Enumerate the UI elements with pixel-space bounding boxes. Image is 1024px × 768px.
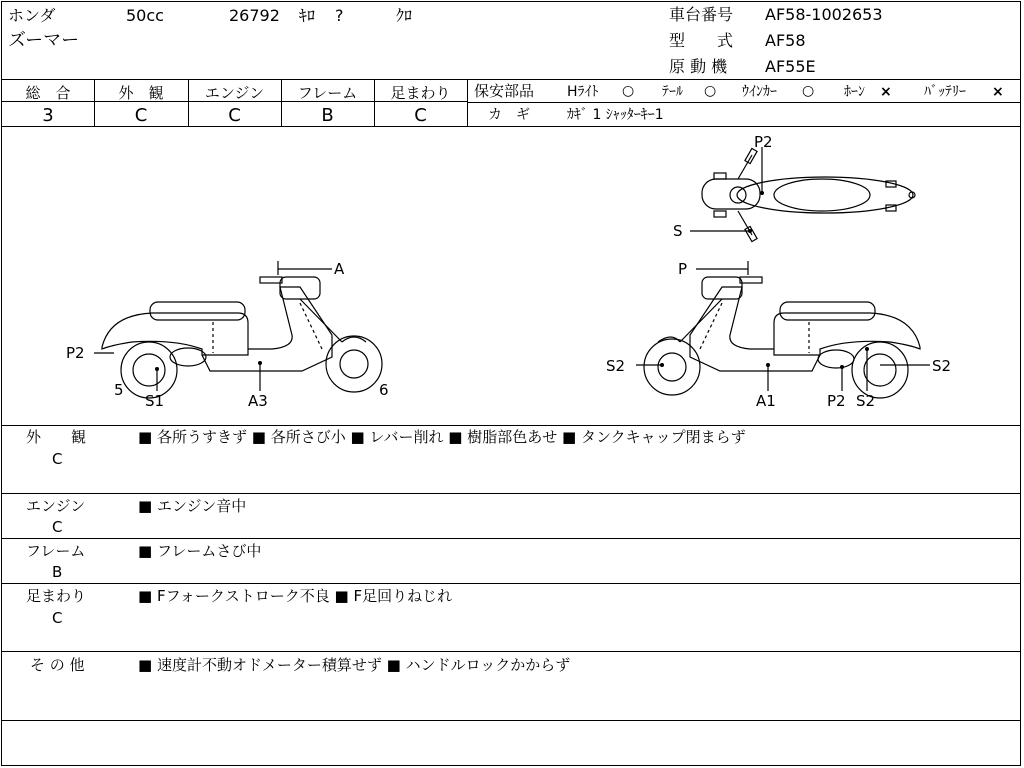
engine-label: 原 動 機 xyxy=(669,57,728,76)
grade-suspension-label: 足まわり xyxy=(390,84,451,102)
safety-horn-mark: × xyxy=(880,84,892,100)
mileage: 26792 xyxy=(229,6,280,25)
divider xyxy=(2,720,1020,721)
type-label: 型 式 xyxy=(669,31,734,50)
label-right-s2-bottom: S2 xyxy=(856,392,876,410)
grade-suspension-value: C xyxy=(414,105,427,126)
section-exterior-label: 外 観 xyxy=(26,428,87,446)
color: ｸﾛ xyxy=(396,6,413,25)
safety-battery-mark: × xyxy=(992,84,1004,100)
safety-taillight: ﾃｰﾙ xyxy=(662,84,683,100)
divider xyxy=(2,651,1020,652)
label-right-p: P xyxy=(678,260,688,278)
grade-engine-label: エンジン xyxy=(204,84,265,102)
safety-label: 保安部品 xyxy=(474,82,535,100)
label-left-s1: S1 xyxy=(145,392,165,410)
mileage-note: ? xyxy=(335,6,344,25)
section-exterior-grade: C xyxy=(52,450,63,468)
scooter-top-view xyxy=(702,148,915,241)
grade-overall-label: 総 合 xyxy=(25,84,71,102)
grade-engine-value: C xyxy=(228,105,241,126)
scooter-right-view xyxy=(644,261,920,398)
label-left-a: A xyxy=(334,260,345,278)
label-left-6: 6 xyxy=(379,381,389,399)
section-other-label: そ の 他 xyxy=(30,656,85,674)
divider xyxy=(2,79,1020,80)
section-suspension-notes: ■ Fフォークストローク不良 ■ F足回りねじれ xyxy=(138,587,453,605)
mileage-unit: ｷﾛ xyxy=(299,6,316,25)
section-frame-grade: B xyxy=(52,563,63,581)
safety-horn: ﾎｰﾝ xyxy=(844,84,865,100)
divider xyxy=(2,493,1020,494)
section-engine-grade: C xyxy=(52,518,63,536)
divider xyxy=(2,425,1020,426)
safety-battery: ﾊﾞｯﾃﾘｰ xyxy=(924,84,966,100)
type-value: AF58 xyxy=(765,31,806,50)
grade-exterior-value: C xyxy=(134,105,148,126)
grade-exterior-label: 外 観 xyxy=(118,84,164,102)
divider xyxy=(467,79,468,126)
section-other-notes: ■ 速度計不動オドメーター積算せず ■ ハンドルロックかからず xyxy=(138,656,571,674)
section-frame-label: フレーム xyxy=(26,542,86,560)
divider xyxy=(2,583,1020,584)
section-suspension-grade: C xyxy=(52,609,63,627)
label-right-s2-right: S2 xyxy=(932,357,952,375)
model-name: ズーマー xyxy=(8,30,80,51)
scooter-left-view xyxy=(102,261,382,398)
label-right-a1: A1 xyxy=(756,392,776,410)
section-frame-notes: ■ フレームさび中 xyxy=(138,542,262,560)
frame-number-label: 車台番号 xyxy=(669,5,734,24)
safety-winker: ｳｲﾝｶｰ xyxy=(742,84,777,100)
grade-frame-label: フレーム xyxy=(297,84,358,102)
safety-headlight: Hﾗｲﾄ xyxy=(567,84,599,100)
section-engine-label: エンジン xyxy=(26,497,86,515)
safety-headlight-mark: ○ xyxy=(622,83,635,99)
displacement: 50cc xyxy=(126,6,164,25)
engine-value: AF55E xyxy=(765,57,816,76)
safety-winker-mark: ○ xyxy=(802,83,815,99)
label-left-a3: A3 xyxy=(248,392,268,410)
label-left-p2: P2 xyxy=(66,344,85,362)
maker: ホンダ xyxy=(8,6,56,25)
frame-number: AF58-1002653 xyxy=(765,5,883,24)
damage-diagram xyxy=(2,127,1020,425)
divider xyxy=(2,538,1020,539)
label-right-p2: P2 xyxy=(827,392,846,410)
grade-overall-value: 3 xyxy=(42,105,54,126)
label-top-s: S xyxy=(673,222,683,240)
grade-frame-value: B xyxy=(321,105,334,126)
label-right-s2-left: S2 xyxy=(606,357,626,375)
divider xyxy=(467,102,1020,103)
key-value: ｶｷﾞ 1 ｼｬｯﾀｰｷｰ1 xyxy=(567,107,664,123)
label-left-5: 5 xyxy=(114,381,124,399)
section-engine-notes: ■ エンジン音中 xyxy=(138,497,247,515)
safety-taillight-mark: ○ xyxy=(704,83,717,99)
inspection-sheet xyxy=(1,1,1021,766)
section-suspension-label: 足まわり xyxy=(26,587,87,605)
section-exterior-notes: ■ 各所うすきず ■ 各所さび小 ■ レバー削れ ■ 樹脂部色あせ ■ タンクキャップ閉まらず xyxy=(138,428,746,446)
key-label: カ ギ xyxy=(488,107,530,123)
label-top-p2: P2 xyxy=(754,133,773,151)
